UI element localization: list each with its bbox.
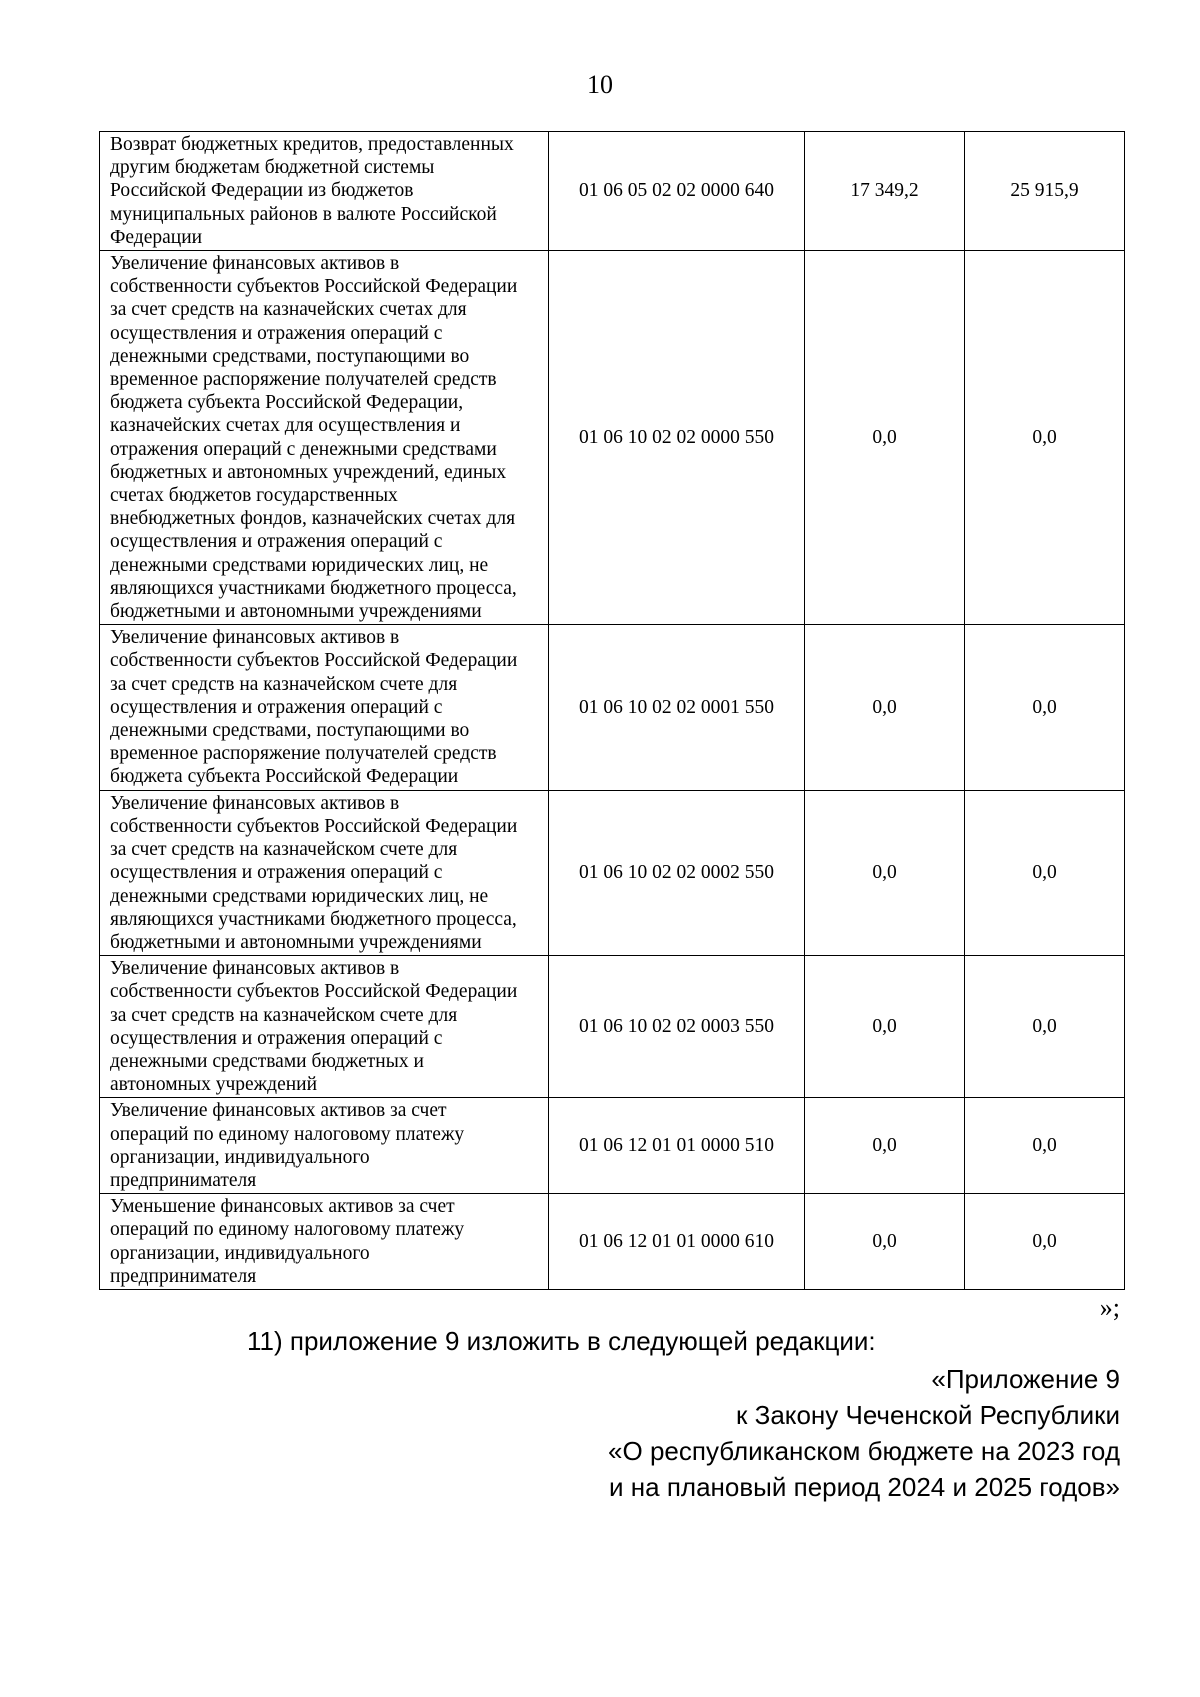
row-description <box>100 132 549 251</box>
row-description <box>100 790 549 955</box>
row-code: 01 06 10 02 02 0003 550 <box>549 956 805 1098</box>
table-body <box>100 132 1125 1290</box>
row-value-2025: 25 915,9 <box>965 132 1125 251</box>
table-row <box>100 132 1125 251</box>
row-description-line: собственности субъектов Российской Федерации <box>110 981 518 1003</box>
appendix-law-title: «О республиканском бюджете на 2023 год <box>608 1436 1120 1466</box>
row-description-line: временное распоряжение получателей средств <box>110 369 497 391</box>
table-row <box>100 625 1125 790</box>
row-description-line: за счет средств на казначейском счете для <box>110 673 458 695</box>
row-description-line: другим бюджетам бюджетной системы <box>110 157 435 179</box>
row-description-line: внебюджетных фондов, казначейских счетах для <box>110 508 516 530</box>
row-description <box>100 1194 549 1290</box>
row-description-line: собственности субъектов Российской Федерации <box>110 815 518 837</box>
row-value-2025: 0,0 <box>965 956 1125 1098</box>
row-value-2024: 0,0 <box>805 1098 965 1194</box>
row-description-line: Уменьшение финансовых активов за счет <box>110 1196 455 1218</box>
row-value-2024: 0,0 <box>805 625 965 790</box>
row-description-line: Увеличение финансовых активов в <box>110 958 400 980</box>
row-description-line: денежными средствами юридических лиц, не <box>110 885 489 907</box>
row-description-line: автономных учреждений <box>110 1074 318 1096</box>
row-description-line: денежными средствами, поступающими во <box>110 345 470 367</box>
row-description-line: Увеличение финансовых активов в <box>110 627 400 649</box>
row-description-line: за счет средств на казначейских счетах для <box>110 299 467 321</box>
row-description <box>100 251 549 625</box>
row-description-line: Федерации <box>110 226 203 248</box>
row-description-line: казначейских счетах для осуществления и <box>110 415 461 437</box>
row-description-line: Увеличение финансовых активов за счет <box>110 1100 447 1122</box>
row-description-line: временное распоряжение получателей средств <box>110 743 497 765</box>
row-description-line: денежными средствами бюджетных и <box>110 1050 424 1072</box>
row-description-line: собственности субъектов Российской Федерации <box>110 650 518 672</box>
row-description-line: собственности субъектов Российской Федерации <box>110 276 518 298</box>
appendix-header <box>608 1361 1120 1505</box>
row-description-line: являющихся участниками бюджетного процесса, <box>110 908 517 930</box>
row-value-2025: 0,0 <box>965 1098 1125 1194</box>
row-description-line: осуществления и отражения операций с <box>110 696 443 718</box>
row-value-2025: 0,0 <box>965 625 1125 790</box>
closing-quote: »; <box>1099 1293 1120 1322</box>
row-description-line: осуществления и отражения операций с <box>110 862 443 884</box>
table-row <box>100 1098 1125 1194</box>
appendix-title: «Приложение 9 <box>931 1364 1120 1394</box>
row-description-line: предпринимателя <box>110 1169 257 1191</box>
row-value-2024: 17 349,2 <box>805 132 965 251</box>
row-description-line: осуществления и отражения операций с <box>110 322 443 344</box>
amendment-instruction: 11) приложение 9 изложить в следующей редакции: <box>247 1326 876 1356</box>
row-description <box>100 956 549 1098</box>
table-row <box>100 790 1125 955</box>
row-description <box>100 625 549 790</box>
row-description-line: Увеличение финансовых активов в <box>110 792 400 814</box>
row-description-line: являющихся участниками бюджетного процесса, <box>110 577 517 599</box>
row-code: 01 06 12 01 01 0000 510 <box>549 1098 805 1194</box>
row-description-line: бюджета субъекта Российской Федерации, <box>110 392 464 414</box>
row-description-line: Увеличение финансовых активов в <box>110 253 400 275</box>
row-code: 01 06 10 02 02 0000 550 <box>549 251 805 625</box>
row-value-2024: 0,0 <box>805 790 965 955</box>
row-description-line: Возврат бюджетных кредитов, предоставленных <box>110 134 514 155</box>
appendix-law-period: и на плановый период 2024 и 2025 годов» <box>609 1472 1120 1502</box>
table-row <box>100 251 1125 625</box>
row-description-line: за счет средств на казначейском счете для <box>110 1004 458 1026</box>
table-row <box>100 1194 1125 1290</box>
row-description-line: денежными средствами, поступающими во <box>110 720 470 742</box>
table-row <box>100 956 1125 1098</box>
row-value-2024: 0,0 <box>805 1194 965 1290</box>
row-description-line: бюджетных и автономных учреждений, единых <box>110 461 507 483</box>
row-value-2025: 0,0 <box>965 1194 1125 1290</box>
row-description-line: организации, индивидуального <box>110 1146 370 1168</box>
row-value-2025: 0,0 <box>965 790 1125 955</box>
row-description-line: муниципальных районов в валюте Российской <box>110 203 497 225</box>
row-description-line: операций по единому налоговому платежу <box>110 1123 465 1145</box>
row-code: 01 06 12 01 01 0000 610 <box>549 1194 805 1290</box>
row-description-line: предпринимателя <box>110 1265 257 1287</box>
row-description-line: бюджета субъекта Российской Федерации <box>110 766 459 788</box>
row-description-line: организации, индивидуального <box>110 1242 370 1264</box>
row-value-2024: 0,0 <box>805 956 965 1098</box>
row-code: 01 06 10 02 02 0001 550 <box>549 625 805 790</box>
page-number: 10 <box>587 70 613 99</box>
appendix-law-reference: к Закону Чеченской Республики <box>736 1400 1120 1430</box>
row-description-line: бюджетными и автономными учреждениями <box>110 931 482 953</box>
row-description-line: осуществления и отражения операций с <box>110 1027 443 1049</box>
row-value-2025: 0,0 <box>965 251 1125 625</box>
row-description-line: за счет средств на казначейском счете для <box>110 839 458 861</box>
row-description-line: счетах бюджетов государственных <box>110 485 398 507</box>
row-description-line: осуществления и отражения операций с <box>110 531 443 553</box>
row-description <box>100 1098 549 1194</box>
row-code: 01 06 05 02 02 0000 640 <box>549 132 805 251</box>
row-value-2024: 0,0 <box>805 251 965 625</box>
row-description-line: бюджетными и автономными учреждениями <box>110 601 482 623</box>
budget-sources-table <box>99 131 1125 1290</box>
row-description-line: операций по единому налоговому платежу <box>110 1219 465 1241</box>
row-description-line: денежными средствами юридических лиц, не <box>110 554 489 576</box>
row-code: 01 06 10 02 02 0002 550 <box>549 790 805 955</box>
row-description-line: Российской Федерации из бюджетов <box>110 180 414 202</box>
row-description-line: отражения операций с денежными средствами <box>110 438 497 460</box>
